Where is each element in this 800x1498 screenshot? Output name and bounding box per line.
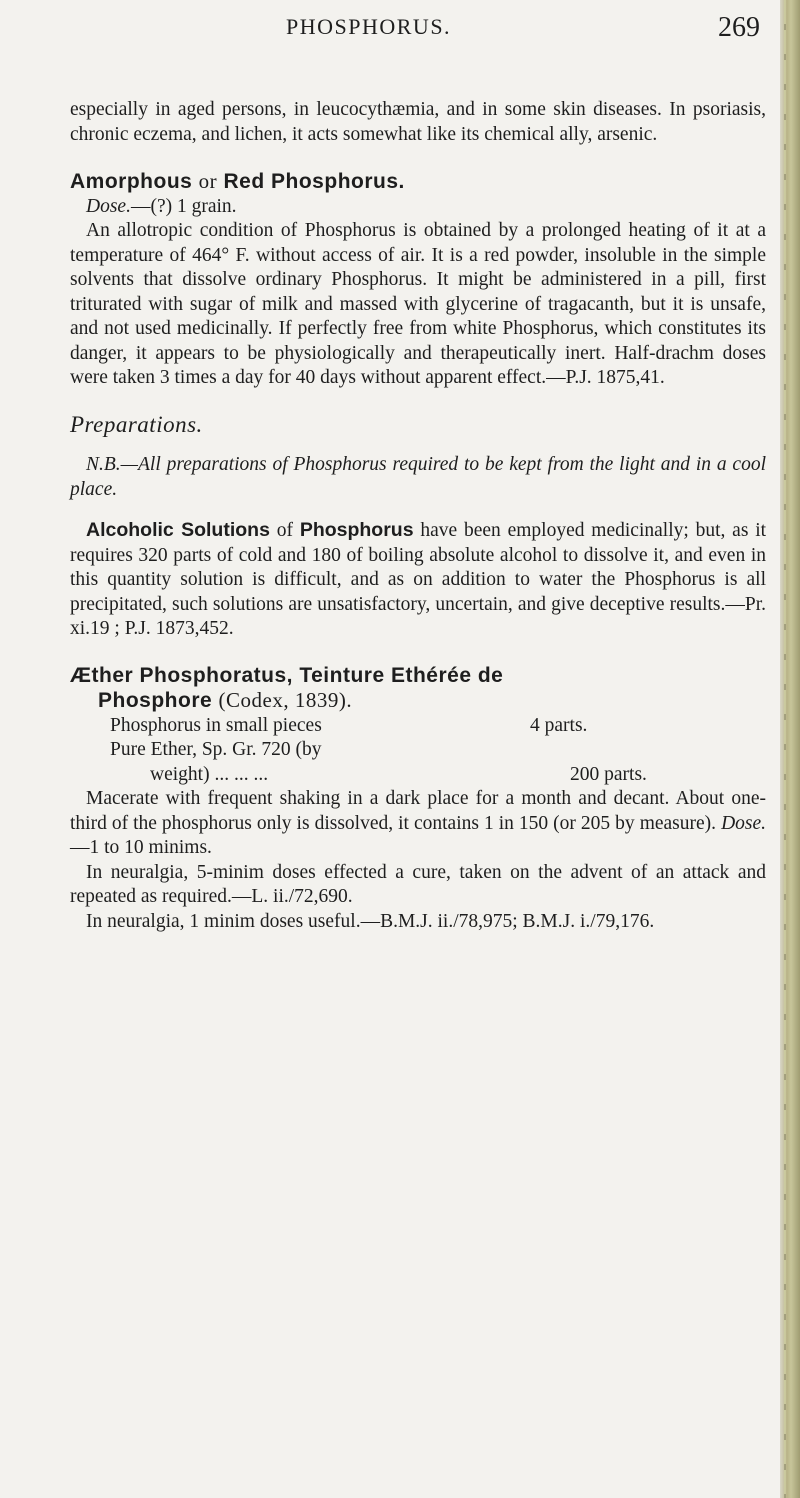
aether-method-text: Macerate with frequent shaking in a dark place for a month and decant. About one-third of the phosphorus only is dissolved, it contains 1 in 150 (or 205 by measure). xyxy=(70,788,766,834)
preparations-title: Preparations. xyxy=(70,411,203,437)
alcoholic-lead: Alcoholic Solutions xyxy=(86,519,270,541)
section-heading-aether xyxy=(70,664,766,714)
aether-dose-label: Dose. xyxy=(721,812,767,834)
section-heading-amorphous xyxy=(70,169,766,195)
aether-method xyxy=(70,787,766,861)
amorphous-paragraph: An allotropic condition of Phosphorus is obtained by a prolonged heating of it at a temperature of 464° F. without access of air. It is a red powder, insoluble in the simple solvents that dissolve ordinary Phosphorus. It might be administered in a pill, first triturated with sugar of milk and massed with glycerine of tragacanth, but it is unsafe, and not used medicinally. If perfectly free from white Phosphorus, which constitutes its danger, it appears to be physiologically and therapeutically inert. Half-drachm doses were taken 3 times a day for 40 days without apparent effect.—P.J. 1875,41. xyxy=(70,220,766,388)
page-body xyxy=(70,98,766,934)
preparations-note: N.B.—All preparations of Phosphorus required to be kept from the light and in a cool place. xyxy=(70,454,766,500)
aether-note-2: In neuralgia, 1 minim doses useful.—B.M.J. ii./78,975; B.M.J. i./79,176. xyxy=(86,910,655,932)
intro-paragraph: especially in aged persons, in leucocythæmia, and in some skin diseases. In psoriasis, chronic eczema, and lichen, it acts somewhat like its chemical ally, arsenic. xyxy=(70,99,766,145)
aether-heading-codex: (Codex, 1839). xyxy=(218,688,353,712)
dose-label: Dose. xyxy=(86,195,131,217)
heading-part: Red Phosphorus. xyxy=(223,170,405,193)
ingredient-name: Pure Ether, Sp. Gr. 720 (by xyxy=(110,739,322,760)
ingredient-row xyxy=(110,763,766,788)
aether-heading-line2: Phosphore xyxy=(98,689,213,712)
ingredient-row xyxy=(110,738,766,763)
alcoholic-paragraph xyxy=(70,518,766,642)
ingredient-name: Phosphorus in small pieces xyxy=(110,714,322,736)
aether-note-1: In neuralgia, 5-minim doses effected a cure, taken on the advent of an attack and repeated as required.—L. ii./72,690. xyxy=(70,861,766,907)
dose-line xyxy=(70,195,766,220)
heading-part: Amorphous xyxy=(70,170,193,193)
heading-connector: or xyxy=(198,169,218,193)
ingredient-list xyxy=(110,714,766,788)
aether-heading-line1: Æther Phosphoratus, Teinture Ethérée de xyxy=(70,663,504,687)
alcoholic-lead-2: Phosphorus xyxy=(299,519,414,541)
page-edge-binding xyxy=(780,0,800,1498)
ingredient-amount: 4 parts. xyxy=(530,714,588,736)
ingredient-amount: 200 parts. xyxy=(570,763,647,785)
page-header xyxy=(70,14,760,54)
page-number: 269 xyxy=(718,12,760,43)
ingredient-name: weight) ... ... ... xyxy=(150,763,269,785)
alcoholic-of: of xyxy=(276,520,293,541)
dose-value: —(?) 1 grain. xyxy=(130,195,237,217)
alcoholic-text: have been employed medicinally; but, as it requires 320 parts of cold and 180 of boiling absolute alcohol to dissolve it, and even in this quantity solution is difficult, and as on addition to water the Phosphorus is all precipitated, such solutions are unsatisfactory, uncertain, and give deceptive results.—Pr. xi.19 ; P.J. 1873,452. xyxy=(70,520,767,639)
ingredient-row xyxy=(110,714,766,739)
running-title: PHOSPHORUS. xyxy=(286,14,452,39)
ingredient-amount xyxy=(530,738,766,763)
aether-dose-value: —1 to 10 minims. xyxy=(70,837,212,858)
